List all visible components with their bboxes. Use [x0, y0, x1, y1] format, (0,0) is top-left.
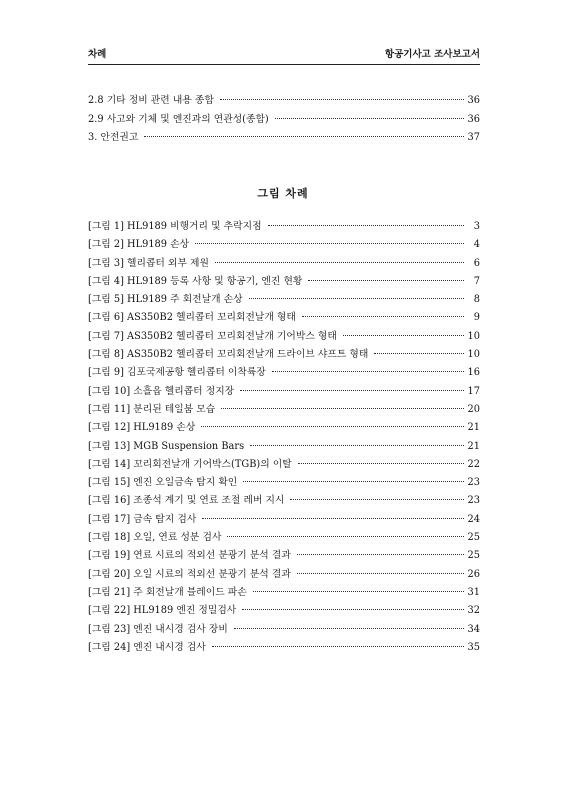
figure-entry[interactable] [88, 401, 480, 419]
figure-entry-page: 32 [467, 605, 480, 617]
figure-entry-label: [그림 12] HL9189 손상 [88, 422, 196, 434]
header-section: 차례 [88, 49, 107, 60]
dot-leader [272, 371, 464, 372]
figure-entry[interactable] [88, 566, 480, 584]
figure-entry-label: [그림 7] AS350B2 헬리콥터 꼬리회전날개 기어박스 형태 [88, 330, 337, 342]
figure-entry-page: 24 [467, 513, 480, 525]
figure-entry-page: 22 [467, 458, 480, 470]
dot-leader [212, 646, 464, 647]
figure-entry-label: [그림 8] AS350B2 헬리콥터 꼬리회전날개 드라이브 샤프트 형태 [88, 349, 369, 361]
figure-entry-label: [그림 19] 연료 시료의 적외선 분광기 분석 결과 [88, 550, 291, 562]
figure-entry[interactable] [88, 639, 480, 657]
toc-entry[interactable] [88, 111, 480, 130]
dot-leader [220, 99, 464, 100]
toc-entry[interactable] [88, 129, 480, 148]
figure-entry-page: 4 [473, 239, 480, 251]
figure-entry-label: [그림 4] HL9189 등록 사항 및 항공기, 엔진 현황 [88, 275, 303, 287]
figure-entry-page: 3 [473, 221, 480, 232]
figure-entry-label: [그림 22] HL9189 엔진 정밀검사 [88, 605, 237, 617]
figure-entry-label: [그림 15] 엔진 오일금속 탐지 확인 [88, 477, 238, 489]
figure-entry[interactable] [88, 309, 480, 327]
toc-entry-page: 36 [467, 113, 480, 125]
dot-leader [227, 536, 463, 537]
figure-entry-page: 10 [467, 330, 480, 342]
toc-entry-label: 2.9 사고와 기체 및 엔진과의 연관성(종합) [88, 113, 269, 125]
figure-entry-page: 25 [467, 532, 480, 544]
figure-entry-page: 31 [467, 586, 480, 598]
figure-entry-page: 20 [467, 403, 480, 415]
figure-entry[interactable] [88, 328, 480, 346]
figure-entry-page: 10 [467, 349, 480, 361]
figure-entry[interactable] [88, 383, 480, 401]
section-toc [88, 92, 480, 148]
figure-entry-page: 23 [467, 495, 480, 507]
dot-leader [253, 591, 464, 592]
figure-entry-label: [그림 11] 분리된 테일붐 모습 [88, 403, 216, 415]
dot-leader [242, 609, 463, 610]
figure-entry-page: 21 [467, 422, 480, 434]
toc-entry[interactable] [88, 92, 480, 111]
figure-entry-label: [그림 6] AS350B2 헬리콥터 꼬리회전날개 형태 [88, 312, 296, 324]
figure-entry-page: 17 [467, 385, 480, 397]
figure-entry-label: [그림 24] 엔진 내시경 검사 [88, 641, 206, 653]
header-report-title: 항공기사고 조사보고서 [384, 49, 480, 60]
dot-leader [308, 280, 464, 281]
figure-entry-label: [그림 17] 금속 탐지 검사 [88, 513, 197, 525]
figure-entry-label: [그림 18] 오일, 연료 성분 검사 [88, 532, 222, 544]
figure-entry[interactable] [88, 364, 480, 382]
figure-entry-page: 6 [473, 257, 480, 269]
figure-entry-label: [그림 13] MGB Suspension Bars [88, 440, 245, 452]
figure-entry[interactable] [88, 602, 480, 620]
figure-entry-label: [그림 9] 김포국제공항 헬리콥터 이착륙장 [88, 367, 266, 379]
figure-entry[interactable] [88, 438, 480, 456]
dot-leader [275, 118, 464, 119]
figure-entry[interactable] [88, 419, 480, 437]
figure-entry-label: [그림 14] 꼬리회전날개 기어박스(TGB)의 이탈 [88, 458, 292, 470]
dot-leader [215, 262, 464, 263]
dot-leader [298, 463, 464, 464]
figure-entry[interactable] [88, 511, 480, 529]
figure-entry-label: [그림 20] 오일 시료의 적외선 분광기 분석 결과 [88, 568, 291, 580]
dot-leader [221, 408, 463, 409]
figure-entry-page: 9 [473, 312, 480, 324]
figure-entry-page: 7 [473, 275, 480, 287]
figure-entry[interactable] [88, 346, 480, 364]
figures-title: 그림 차례 [257, 187, 309, 200]
dot-leader [297, 554, 464, 555]
figure-entry-label: [그림 2] HL9189 손상 [88, 239, 190, 251]
figure-entry-page: 21 [467, 440, 480, 452]
figure-entry-page: 26 [467, 568, 480, 580]
figure-entry[interactable] [88, 456, 480, 474]
figure-entry[interactable] [88, 236, 480, 254]
dot-leader [297, 573, 464, 574]
figure-entry[interactable] [88, 255, 480, 273]
dot-leader [343, 335, 464, 336]
figure-entry-label: [그림 5] HL9189 주 회전날개 손상 [88, 294, 243, 306]
dot-leader [290, 499, 463, 500]
dot-leader [243, 481, 463, 482]
toc-entry-label: 2.8 기타 정비 관련 내용 종합 [88, 95, 214, 106]
dot-leader [144, 136, 463, 137]
figure-entry[interactable] [88, 584, 480, 602]
toc-entry-page: 37 [467, 132, 480, 144]
figure-entry[interactable] [88, 291, 480, 309]
figure-entry[interactable] [88, 529, 480, 547]
figure-entry-page: 34 [467, 623, 480, 635]
dot-leader [302, 316, 464, 317]
figure-entry-label: [그림 16] 조종석 계기 및 연료 조절 레버 지시 [88, 495, 285, 507]
figure-entry[interactable] [88, 218, 480, 236]
figure-entry-label: [그림 3] 헬리콥터 외부 제원 [88, 257, 209, 269]
figure-entry[interactable] [88, 547, 480, 565]
figure-entry[interactable] [88, 492, 480, 510]
figure-toc [88, 218, 480, 657]
figure-entry[interactable] [88, 621, 480, 639]
figure-entry-label: [그림 23] 엔진 내시경 검사 장비 [88, 623, 228, 635]
figure-entry[interactable] [88, 273, 480, 291]
toc-entry-page: 36 [467, 95, 480, 106]
figure-entry-label: [그림 1] HL9189 비행거리 및 추락지점 [88, 221, 262, 232]
dot-leader [201, 426, 463, 427]
header-rule [88, 64, 480, 65]
dot-leader [249, 298, 464, 299]
dot-leader [268, 225, 464, 226]
toc-entry-label: 3. 안전권고 [88, 132, 139, 144]
figure-entry-page: 35 [467, 641, 480, 653]
dot-leader [234, 628, 464, 629]
figure-entry-page: 8 [473, 294, 480, 306]
figure-entry[interactable] [88, 474, 480, 492]
running-header [88, 46, 480, 60]
figure-entry-page: 23 [467, 477, 480, 489]
figure-entry-label: [그림 10] 소흘읍 헬리콥터 정지장 [88, 385, 235, 397]
figure-entry-page: 16 [467, 367, 480, 379]
figure-entry-page: 25 [467, 550, 480, 562]
figure-entry-label: [그림 21] 주 회전날개 블레이드 파손 [88, 586, 247, 598]
dot-leader [374, 353, 463, 354]
dot-leader [240, 390, 463, 391]
dot-leader [195, 243, 464, 244]
dot-leader [202, 518, 463, 519]
dot-leader [250, 445, 463, 446]
